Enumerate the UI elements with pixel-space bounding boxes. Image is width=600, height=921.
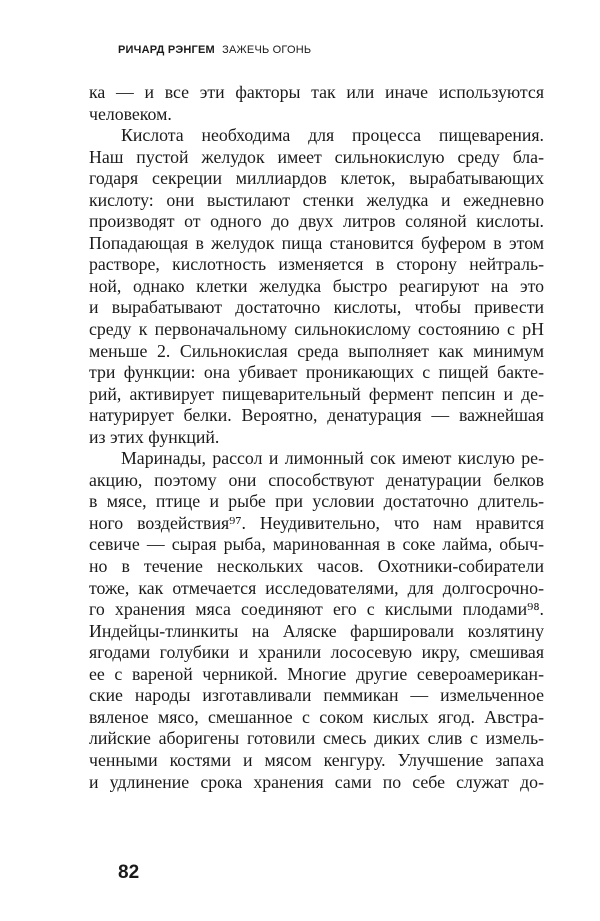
text-line: ного воздействия⁹⁷. Неудивительно, что нам нравится <box>89 512 544 533</box>
text-line: натурирует белки. Вероятно, денатурация — важнейшая <box>89 405 544 426</box>
text-line: Наш пустой желудок имеет сильнокислую среду бла- <box>89 146 544 167</box>
text-line: акцию, поэтому они способствуют денатурации белков <box>89 469 544 490</box>
text-line: ягодами голубики и хранили лососевую икру, смешивая <box>89 642 544 663</box>
running-head-title: ЗАЖЕЧЬ ОГОНЬ <box>222 44 312 56</box>
text-line: Попадающая в желудок пища становится буфером в этом <box>89 232 544 253</box>
text-line: в мясе, птице и рыбе при условии достаточно длитель- <box>89 491 544 512</box>
text-line: среду к первоначальному сильнокислому состоянию с pH <box>89 319 544 340</box>
running-head <box>118 44 311 56</box>
text-line: тоже, как отмечается исследователями, для долгосрочно- <box>89 577 544 598</box>
page-number: 82 <box>118 862 140 883</box>
text-line: го хранения мяса соединяют его с кислыми плодами⁹⁸. <box>89 599 544 620</box>
text-line: севиче — сырая рыба, маринованная в соке лайма, обыч- <box>89 534 544 555</box>
text-line: меньше 2. Сильнокислая среда выполняет как минимум <box>89 340 544 361</box>
text-line: ка — и все эти факторы так или иначе используются <box>89 82 544 102</box>
text-line: Индейцы-тлинкиты на Аляске фаршировали козлятину <box>89 620 544 641</box>
text-line: Кислота необходима для процесса пищеварения. <box>121 125 544 146</box>
text-line: человеком. <box>89 103 172 124</box>
text-line: годаря секреции миллиардов клеток, вырабатывающих <box>89 168 544 189</box>
text-line: кислоту: они выстилают стенки желудка и ежедневно <box>89 189 544 210</box>
text-line: но в течение нескольких часов. Охотники-собиратели <box>89 556 544 577</box>
text-line: ной, однако клетки желудка быстро реагируют на это <box>89 275 544 296</box>
text-line: производят от одного до двух литров соляной кислоты. <box>89 211 544 232</box>
text-line: растворе, кислотность изменяется в сторону нейтраль- <box>89 254 544 275</box>
text-line: три функции: она убивает проникающих с пищей бакте- <box>89 362 544 383</box>
text-line: ские народы изготавливали пеммикан — измельченное <box>89 685 544 706</box>
text-line: рий, активирует пищеварительный фермент пепсин и де- <box>89 383 544 404</box>
text-line: ченными костями и мясом кенгуру. Улучшение запаха <box>89 749 544 770</box>
text-line: вяленое мясо, смешанное с соком кислых ягод. Австра- <box>89 706 544 727</box>
text-line: ее с вареной черникой. Многие другие североамерикан- <box>89 663 544 684</box>
text-line: и удлинение срока хранения сами по себе служат до- <box>89 771 544 792</box>
running-head-author: РИЧАРД РЭНГЕМ <box>118 44 215 56</box>
text-line: Маринады, рассол и лимонный сок имеют кислую ре- <box>121 448 544 469</box>
text-line: из этих функций. <box>89 426 220 447</box>
text-line: лийские аборигены готовили смесь диких слив с измель- <box>89 728 544 749</box>
body-text <box>89 82 544 793</box>
text-line: и вырабатывают достаточно кислоты, чтобы привести <box>89 297 544 318</box>
